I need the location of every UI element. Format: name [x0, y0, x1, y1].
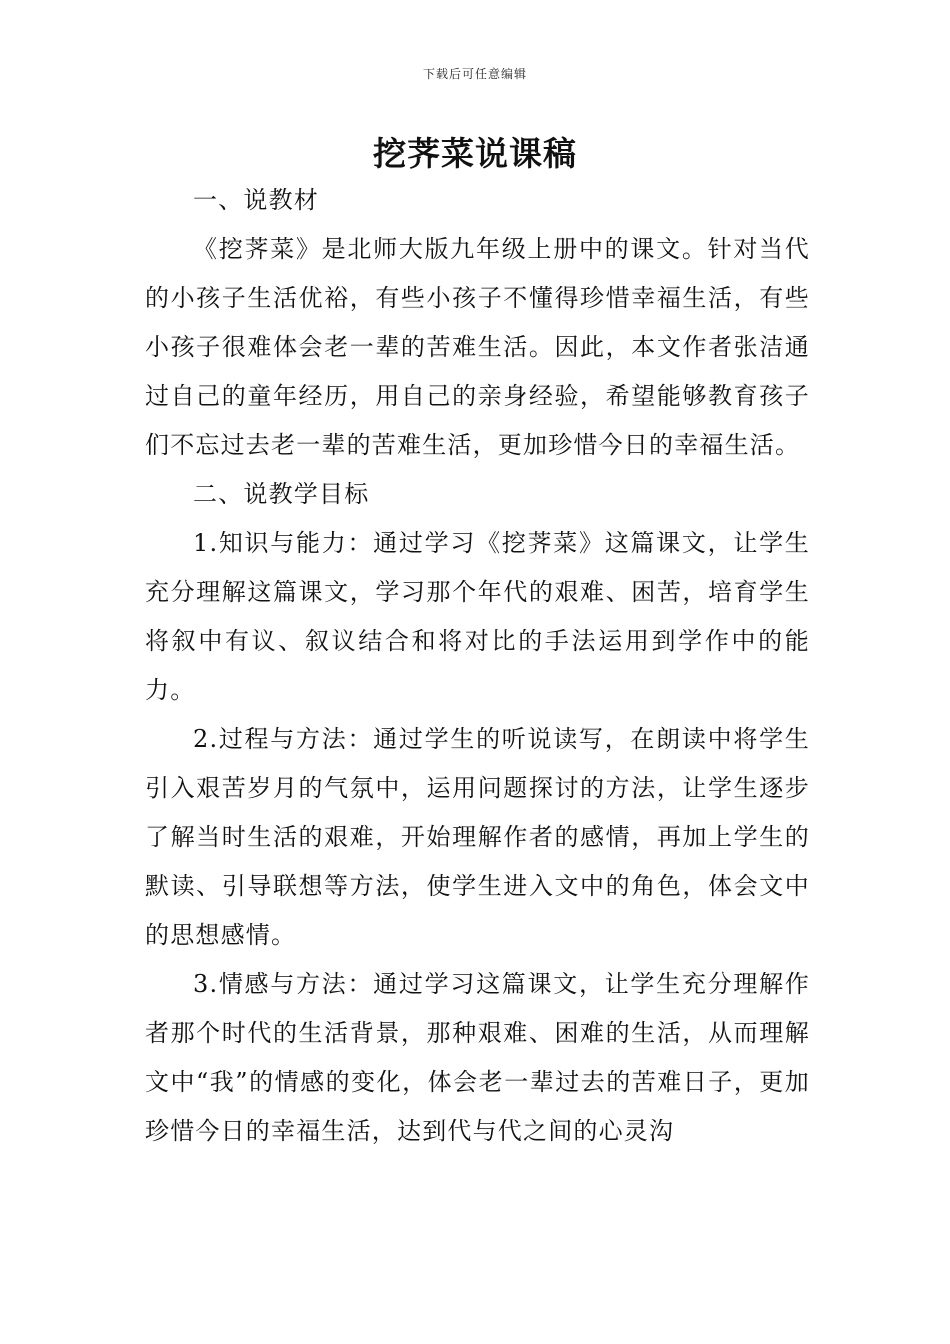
document-body: [145, 176, 810, 1156]
section-heading-goals: 二、说教学目标: [193, 480, 370, 508]
paragraph-textbook-intro: 《挖荠菜》是北师大版九年级上册中的课文。针对当代的小孩子生活优裕，有些小孩子不懂得珍惜幸福生活，有些小孩子很难体会老一辈的苦难生活。因此，本文作者张洁通过自己的童年经历，用自己的亲身经验，希望能够教育孩子们不忘过去老一辈的苦难生活，更加珍惜今日的幸福生活。: [145, 235, 810, 459]
paragraph-goal-process: 2.过程与方法：通过学生的听说读写，在朗读中将学生引入艰苦岁月的气氛中，运用问题探讨的方法，让学生逐步了解当时生活的艰难，开始理解作者的感情，再加上学生的默读、引导联想等方法，使学生进入文中的角色，体会文中的思想感情。: [145, 725, 810, 949]
section-heading-textbook: 一、说教材: [193, 186, 319, 214]
document-title: 挖荠菜说课稿: [373, 134, 577, 173]
page-header-note: 下载后可任意编辑: [422, 67, 527, 81]
paragraph-goal-emotion: 3.情感与方法：通过学习这篇课文，让学生充分理解作者那个时代的生活背景，那种艰难、困难的生活，从而理解文中“我”的情感的变化，体会老一辈过去的苦难日子，更加珍惜今日的幸福生活，达到代与代之间的心灵沟: [145, 970, 810, 1145]
paragraph-goal-knowledge: 1.知识与能力：通过学习《挖荠菜》这篇课文，让学生充分理解这篇课文，学习那个年代的艰难、困苦，培育学生将叙中有议、叙议结合和将对比的手法运用到学作中的能力。: [145, 529, 810, 704]
